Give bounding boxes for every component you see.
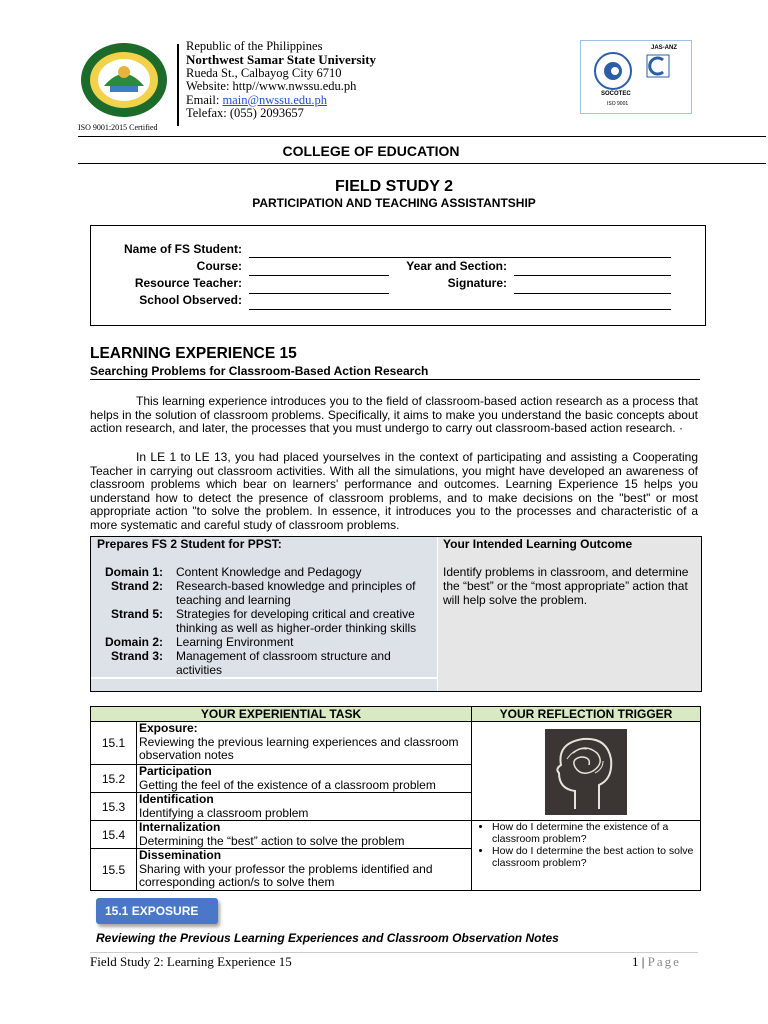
jas-anz-label: JAS-ANZ [651, 45, 678, 51]
ppst-row-label: Strand 2: [110, 579, 163, 593]
signature-label: Signature: [447, 276, 507, 290]
task-title: Participation [139, 764, 212, 778]
task-number: 15.5 [91, 849, 137, 891]
reflection-question: • How do I determine the best action to solve classroom problem? [492, 845, 698, 869]
year-section-field[interactable] [514, 275, 671, 276]
task-number: 15.1 [91, 722, 137, 765]
page-number [632, 954, 681, 970]
college-title: COLLEGE OF EDUCATION [282, 143, 460, 159]
email-row [186, 94, 376, 107]
task-title: Exposure: [139, 721, 198, 735]
outcome-text: Identify problems in classroom, and determine the “best” or the “most appropriate” action that will help solve the problem. [443, 565, 689, 607]
iso9001-label: ISO 9001 [607, 101, 629, 107]
task-title: Dissemination [139, 848, 222, 862]
table-row [91, 821, 701, 849]
iso-certified-label: ISO 9001:2015 Certified [78, 123, 158, 132]
field-study-subtitle: PARTICIPATION AND TEACHING ASSISTANTSHIP [252, 196, 536, 210]
learning-experience-subtitle: Searching Problems for Classroom-Based Action Research [90, 364, 429, 378]
name-field[interactable] [249, 257, 671, 258]
republic-text: Republic of the Philippines [186, 39, 323, 53]
school-observed-label: School Observed: [139, 293, 242, 307]
task-column-header: YOUR EXPERIENTIAL TASK [91, 707, 472, 722]
task-description: Determining the “best” action to solve the problem [139, 833, 405, 848]
footer-rule [90, 952, 698, 953]
socotec-label: SOCOTEC [601, 91, 631, 97]
ppst-row-label: Domain 2: [104, 635, 163, 649]
reflection-questions [474, 821, 698, 869]
page-separator: | [641, 954, 645, 969]
task-number: 15.4 [91, 821, 137, 849]
resource-teacher-label: Resource Teacher: [134, 276, 242, 290]
exposure-section-button[interactable]: 15.1 EXPOSURE [96, 898, 218, 924]
task-cell [137, 722, 472, 765]
brain-silhouette-image [545, 729, 627, 815]
ppst-row-text: Strategies for developing critical and creative thinking as well as higher-order thinking skills [176, 607, 417, 635]
website-text: Website: http//www.nwssu.edu.ph [186, 79, 357, 94]
intro-paragraph-2: In LE 1 to LE 13, you had placed yourselves in the context of participating and assisting a Cooperating Teacher in carrying out classroom activities. With all the simulations, you might have developed an awareness of classroom problems which bear on learners' performance and outcomes. Learning Experience 15 helps you understand how to detect the presence of classroom problems, and to make decisions on the "best" or most appropriate action "to solve the problem. In essence, it introduces you to the processes and characteristic of a more systematic and careful study of classroom problems. [90, 450, 698, 532]
name-label: Name of FS Student: [123, 242, 242, 256]
reflection-column-header: YOUR REFLECTION TRIGGER [472, 707, 701, 722]
ppst-row-label: Strand 3: [110, 649, 163, 663]
university-seal-logo [80, 42, 168, 118]
page-number-value: 1 [632, 954, 639, 969]
intro-paragraph-1: This learning experience introduces you to the field of classroom-based action research as a process that helps in the solution of classroom problems. Specifically, it aims to make you understand the basic concepts about action research, and later, the processes that you must undergo to carry out classroom-based action research. · [90, 394, 698, 436]
task-number: 15.3 [91, 793, 137, 821]
email-label: Email: [186, 92, 223, 107]
task-number: 15.2 [91, 765, 137, 793]
university-name: Northwest Samar State University [186, 52, 377, 68]
task-description: Getting the feel of the existence of a classroom problem [139, 777, 436, 792]
email-link[interactable]: main@nwssu.edu.ph [222, 92, 328, 107]
ppst-row-text: Content Knowledge and Pedagogy [176, 565, 362, 579]
resource-teacher-field[interactable] [249, 293, 389, 294]
ppst-row-text: Management of classroom structure and activities [176, 649, 391, 677]
ppst-row-text: Learning Environment [176, 635, 294, 649]
learning-experience-title: LEARNING EXPERIENCE 15 [90, 345, 297, 362]
page-word: Page [647, 954, 681, 969]
outcome-heading: Your Intended Learning Outcome [443, 537, 633, 551]
header-rule [78, 136, 766, 137]
exposure-subtitle: Reviewing the Previous Learning Experiences and Classroom Observation Notes [96, 931, 559, 945]
college-rule [78, 163, 766, 164]
task-cell [137, 793, 472, 821]
table-row [91, 722, 701, 765]
university-info [186, 40, 376, 120]
task-description: Identifying a classroom problem [139, 805, 309, 820]
task-description: Reviewing the previous learning experiences and classroom observation notes [139, 734, 459, 762]
ppst-row-text: Research-based knowledge and principles of teaching and learning [176, 579, 416, 607]
school-observed-field[interactable] [249, 309, 671, 310]
year-section-label: Year and Section: [406, 259, 507, 273]
certification-logos [580, 40, 692, 114]
ppst-row-label: Strand 5: [110, 607, 163, 621]
reflection-image-cell [472, 722, 701, 821]
reflection-questions-cell [472, 821, 701, 891]
telefax-text: Telefax: (055) 2093657 [186, 106, 304, 121]
task-title: Internalization [139, 820, 221, 834]
ppst-heading: Prepares FS 2 Student for PPST: [97, 537, 282, 551]
task-cell [137, 849, 472, 891]
header-divider [177, 44, 179, 126]
task-description: Sharing with your professor the problems identified and corresponding action/s to solve them [139, 861, 433, 889]
learning-experience-rule [90, 379, 700, 380]
experiential-task-table [90, 706, 701, 891]
field-study-title: FIELD STUDY 2 [335, 178, 453, 195]
task-cell [137, 821, 472, 849]
task-title: Identification [139, 792, 214, 806]
task-cell [137, 765, 472, 793]
course-label: Course: [196, 259, 242, 273]
signature-field[interactable] [514, 293, 671, 294]
footer-title: Field Study 2: Learning Experience 15 [90, 954, 292, 969]
ppst-row-label: Domain 1: [104, 565, 163, 579]
address-text: Rueda St., Calbayog City 6710 [186, 65, 342, 80]
reflection-question: • How do I determine the existence of a classroom problem? [492, 821, 698, 845]
course-field[interactable] [249, 275, 389, 276]
